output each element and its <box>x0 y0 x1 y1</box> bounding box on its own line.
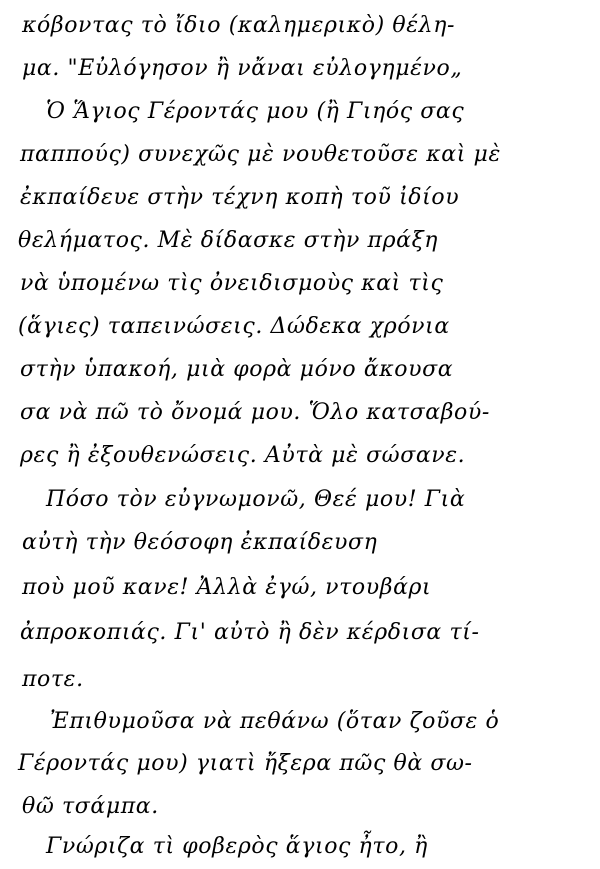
text-line-15: ἀπροκοπιάς. Γι' αὐτὸ ἢ δὲν κέρδισα τί- <box>20 620 480 645</box>
text-line-6: θελήματος. Μὲ δίδασκε στὴν πράξη <box>18 228 439 253</box>
text-line-3: Ὁ Ἅγιος Γέροντάς μου (ἢ Γιηός σας <box>46 99 465 124</box>
text-line-8: (ἅγιες) ταπεινώσεις. Δώδεκα χρόνια <box>18 314 450 339</box>
text-line-7: νὰ ὑπομένω τὶς ὀνειδισμοὺς καὶ τὶς <box>20 271 444 296</box>
text-line-9: στὴν ὑπακοή, μιὰ φορὰ μόνο ἄκουσα <box>20 357 454 382</box>
text-line-20: Γνώριζα τὶ φοβερὸς ἅγιος ἦτο, ἢ <box>46 834 428 859</box>
text-line-2: μα. "Εὐλόγησον ἢ νἄναι εὐλογημένο„ <box>22 56 463 81</box>
text-line-19: θῶ τσάμπα. <box>22 794 159 819</box>
text-line-12: Πόσο τὸν εὐγνωμονῶ, Θεέ μου! Γιὰ <box>46 487 466 512</box>
text-line-11: ρες ἢ ἐξουθενώσεις. Αὐτὰ μὲ σώσανε. <box>20 443 466 468</box>
text-line-5: ἐκπαίδευε στὴν τέχνη κοπὴ τοῦ ἰδίου <box>20 185 460 210</box>
text-line-18: Γέροντάς μου) γιατὶ ἤξερα πῶς θὰ σω- <box>18 751 473 776</box>
text-line-13: αὐτὴ τὴν θεόσοφη ἐκπαίδευση <box>22 530 378 555</box>
text-line-17: Ἐπιθυμοῦσα νὰ πεθάνω (ὅταν ζοῦσε ὁ <box>50 709 500 734</box>
text-line-10: σα νὰ πῶ τὸ ὄνομά μου. Ὅλο κατσαβού- <box>20 400 490 425</box>
text-line-1: κόβοντας τὸ ἴδιο (καλημερικὸ) θέλη- <box>22 13 456 38</box>
text-line-14: ποὺ μοῦ κανε! Ἀλλὰ ἐγώ, ντουβάρι <box>22 575 432 600</box>
text-line-4: παππούς) συνεχῶς μὲ νουθετοῦσε καὶ μὲ <box>20 142 501 167</box>
text-line-16: ποτε. <box>22 667 84 692</box>
